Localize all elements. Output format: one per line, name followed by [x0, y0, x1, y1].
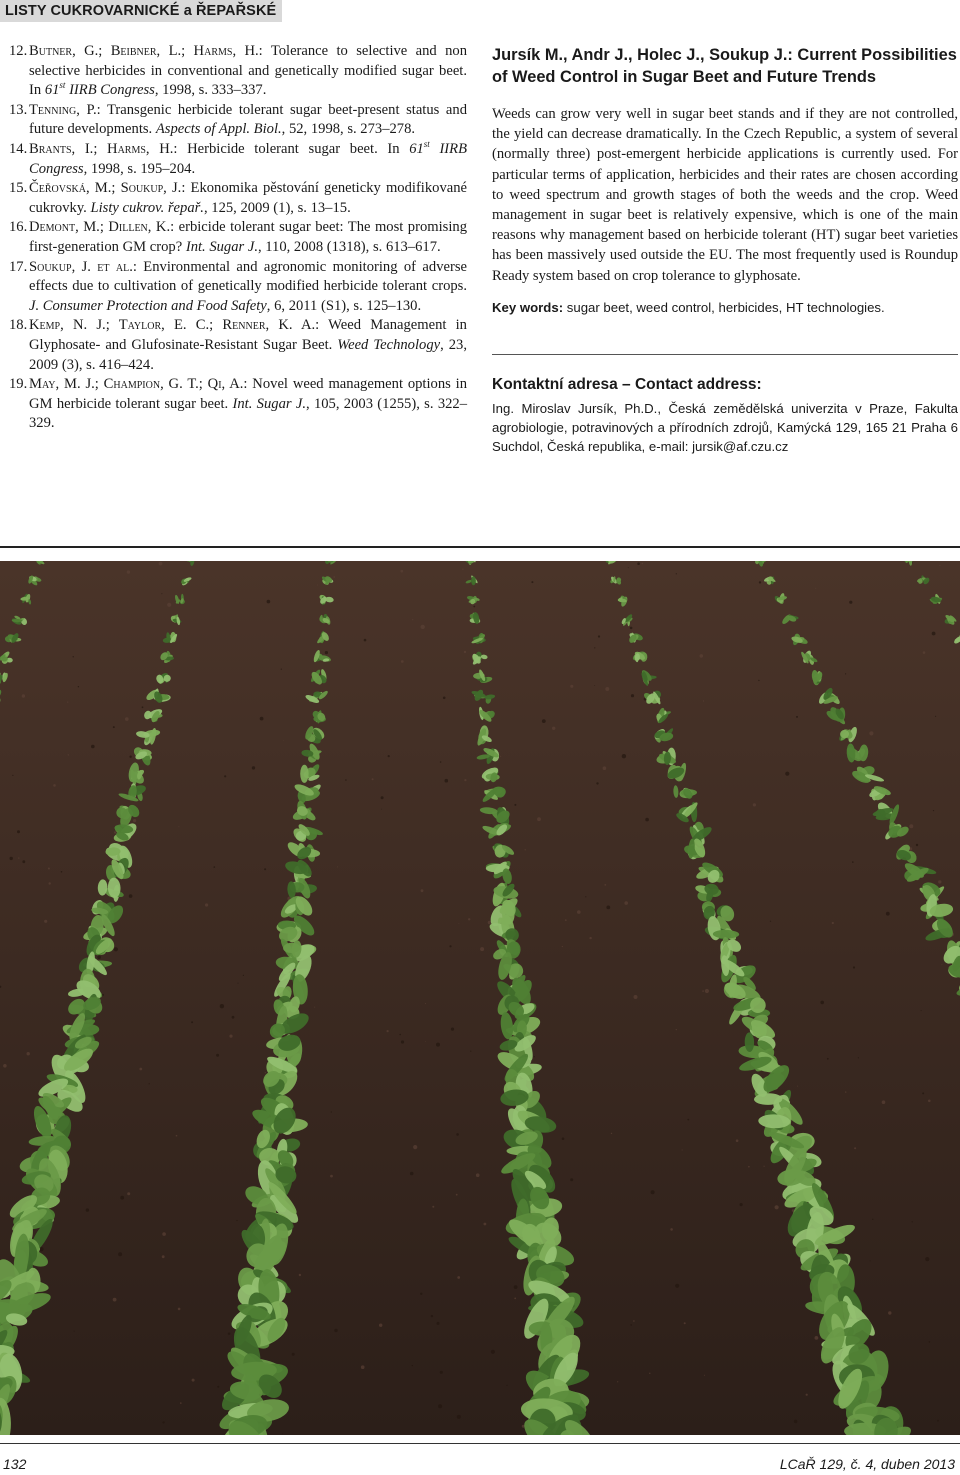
soil-speck: [459, 923, 460, 924]
soil-speck: [589, 937, 591, 939]
soil-speck: [882, 1100, 886, 1104]
contact-heading: Kontaktní adresa – Contact address:: [492, 375, 762, 393]
soil-speck: [845, 673, 846, 674]
soil-speck: [570, 685, 573, 688]
soil-speck: [12, 775, 13, 776]
soil-speck: [932, 632, 936, 636]
reference-text: : erbicide tolerant sugar beet: The most promising first-generation GM crop?: [29, 219, 467, 255]
soil-speck: [53, 784, 56, 787]
soil-speck: [282, 1433, 283, 1434]
soil-speck: [162, 1232, 166, 1236]
soil-speck: [500, 756, 501, 757]
soil-speck: [815, 588, 816, 589]
soil-speck: [938, 880, 941, 883]
soil-speck: [748, 1166, 750, 1168]
reference-text: : Tolerance to selective and non selective herbicides in conventional and genetically modified sugar beet. In: [29, 43, 467, 99]
soil-speck: [229, 1035, 232, 1038]
soil-speck: [167, 603, 171, 607]
reference-text: J. Consumer Protection and Food Safety: [29, 297, 267, 314]
soil-speck: [238, 983, 239, 984]
soil-speck: [22, 694, 25, 697]
soil-speck: [506, 1385, 507, 1386]
soil-speck: [421, 625, 425, 629]
soil-speck: [381, 809, 382, 810]
soil-speck: [127, 570, 130, 573]
soil-speck: [457, 1276, 460, 1279]
soil-speck: [180, 1402, 182, 1404]
soil-speck: [192, 1379, 195, 1382]
soil-speck: [562, 946, 563, 947]
soil-speck: [468, 918, 470, 920]
soil-speck: [596, 782, 598, 784]
soil-speck: [849, 601, 852, 604]
soil-speck: [525, 849, 526, 850]
soil-speck: [125, 717, 129, 721]
soil-speck: [753, 803, 756, 806]
sugar-beet-field-photo: [0, 561, 960, 1435]
reference-number: 13.: [9, 101, 28, 118]
reference-item: [9, 218, 467, 257]
soil-speck: [228, 1333, 230, 1335]
soil-speck: [703, 700, 704, 701]
footer-rule: [0, 1443, 960, 1444]
soil-speck: [334, 1329, 337, 1332]
soil-speck: [637, 562, 640, 565]
soil-speck: [425, 1003, 426, 1004]
soil-speck: [594, 647, 595, 648]
journal-header-bar: [0, 0, 282, 22]
reference-text: , 6, 2011 (S1), s. 125–130.: [266, 297, 422, 314]
soil-speck: [682, 1150, 683, 1151]
reference-text: Int. Sugar J.: [185, 238, 258, 255]
soil-speck: [142, 706, 144, 708]
reference-item: [9, 140, 467, 179]
soil-speck: [649, 1373, 650, 1374]
soil-speck: [605, 687, 609, 691]
soil-speck: [331, 1111, 332, 1112]
soil-speck: [928, 1100, 931, 1103]
soil-speck: [606, 906, 610, 910]
soil-speck: [243, 975, 244, 976]
soil-speck: [630, 1324, 632, 1326]
soil-speck: [598, 635, 600, 637]
soil-speck: [759, 581, 761, 583]
soil-speck: [330, 1175, 333, 1178]
soil-speck: [292, 1353, 295, 1356]
contact-address: Ing. Miroslav Jursík, Ph.D., Česká zemědělská univerzita v Praze, Fakulta agrobiologie, potravinových a přírodních zdrojů, Kamýcká 129, 165 21 Praha 6 Suchdol, Česká republika, e-mail: jursik@af.czu.cz: [492, 400, 958, 454]
reference-text: Aspects of Appl. Biol.: [155, 121, 282, 138]
soil-speck: [451, 1028, 454, 1031]
soil-speck: [139, 1068, 142, 1071]
soil-speck: [325, 651, 328, 654]
soil-speck: [705, 989, 709, 993]
soil-speck: [604, 884, 606, 886]
soil-speck: [611, 1133, 612, 1134]
soil-speck: [118, 1252, 122, 1256]
soil-speck: [785, 772, 789, 776]
reference-number: 15.: [9, 180, 28, 197]
soil-speck: [317, 585, 318, 586]
soil-speck: [858, 1057, 859, 1058]
reference-item: [9, 375, 467, 434]
soil-speck: [634, 995, 638, 999]
soil-speck: [473, 606, 475, 608]
soil-speck: [388, 755, 390, 757]
soil-speck: [421, 889, 424, 892]
soil-speck: [886, 912, 890, 916]
soil-speck: [852, 861, 854, 863]
soil-speck: [770, 921, 771, 922]
soil-speck: [484, 1223, 487, 1226]
soil-speck: [232, 1016, 235, 1019]
reference-number: 18.: [9, 317, 28, 334]
soil-speck: [585, 896, 586, 897]
soil-speck: [445, 779, 449, 783]
photo-top-rule: [0, 546, 960, 548]
soil-speck: [176, 1135, 178, 1137]
soil-speck: [937, 1420, 939, 1422]
soil-speck: [420, 1293, 422, 1295]
soil-speck: [68, 754, 69, 755]
soil-speck: [645, 818, 649, 822]
soil-speck: [438, 1404, 442, 1408]
soil-speck: [44, 920, 47, 923]
soil-speck: [264, 868, 266, 870]
soil-speck: [925, 1257, 929, 1261]
soil-speck: [129, 756, 131, 758]
soil-speck: [401, 660, 404, 663]
reference-text: , 52, 1998, s. 273–278.: [281, 121, 416, 138]
reference-text: Butner, G.; Beibner, L.; Harms, H.: [29, 43, 259, 59]
reference-text: May, M. J.; Champion, G. T.; Qi, A.: [29, 376, 244, 393]
soil-speck: [191, 1021, 193, 1023]
reference-text: Int. Sugar J.: [232, 395, 306, 412]
soil-speck: [909, 824, 913, 828]
soil-speck: [457, 1415, 461, 1419]
soil-speck: [265, 1072, 266, 1073]
reference-text: Weed Technology: [337, 336, 441, 353]
reference-text: : Novel weed management options in GM herbicide tolerant sugar beet.: [29, 376, 467, 412]
soil-speck: [562, 1137, 565, 1140]
soil-speck: [796, 716, 798, 718]
soil-speck: [113, 1298, 117, 1302]
reference-text: Soukup, J. et al.: [29, 258, 133, 275]
soil-speck: [622, 754, 626, 758]
soil-speck: [456, 1194, 458, 1196]
soil-speck: [129, 894, 133, 898]
soil-speck: [410, 1172, 414, 1176]
reference-text: , 1998, s. 195–204.: [83, 160, 196, 177]
soil-speck: [476, 1173, 480, 1177]
soil-speck: [91, 745, 95, 749]
soil-speck: [676, 573, 677, 574]
soil-speck: [61, 871, 63, 873]
soil-speck: [443, 697, 446, 700]
soil-speck: [922, 1092, 924, 1094]
soil-speck: [630, 627, 633, 630]
reference-text: Tenning, P.: [29, 101, 97, 118]
reference-number: 14.: [9, 140, 28, 157]
keywords: [492, 299, 958, 317]
soil-speck: [794, 1420, 798, 1424]
article-summary: [492, 44, 958, 456]
soil-speck: [853, 966, 855, 968]
soil-speck: [178, 1308, 181, 1311]
soil-speck: [531, 581, 533, 583]
reference-item: [9, 316, 467, 375]
reference-item: [9, 258, 467, 317]
reference-text: st: [59, 80, 66, 91]
soil-speck: [205, 903, 208, 906]
reference-item: [9, 101, 467, 140]
soil-speck: [432, 1206, 434, 1208]
soil-speck: [470, 1051, 471, 1052]
soil-speck: [577, 910, 581, 914]
soil-speck: [78, 686, 79, 687]
soil-speck: [159, 562, 163, 566]
soil-speck: [670, 1228, 673, 1231]
soil-speck: [260, 717, 264, 721]
reference-number: 17.: [9, 258, 28, 275]
soil-speck: [413, 1145, 417, 1149]
reference-text: st: [423, 139, 430, 150]
soil-speck: [161, 593, 162, 594]
keywords-text: sugar beet, weed control, herbicides, HT technologies.: [566, 299, 885, 315]
soil-speck: [283, 740, 284, 741]
soil-speck: [854, 1147, 856, 1149]
reference-text: : Environmental and agronomic monitoring of adverse effects due to cultivation of genetically modified herbicide tolerant crops.: [29, 258, 467, 295]
reference-number: 16.: [9, 219, 28, 236]
soil-speck: [872, 1219, 873, 1220]
soil-speck: [314, 1007, 315, 1008]
reference-text: IIRB Congress: [29, 140, 467, 177]
soil-speck: [400, 570, 403, 573]
soil-speck: [97, 956, 101, 960]
reference-text: : Herbicide tolerant sugar beet. In: [173, 140, 410, 157]
soil-speck: [379, 1324, 382, 1327]
reference-text: : Weed Management in Glyphosate- and Glufosinate-Resistant Sugar Beet.: [29, 317, 467, 353]
soil-speck: [758, 680, 759, 681]
soil-speck: [73, 656, 74, 657]
soil-speck: [162, 1421, 164, 1423]
soil-speck: [49, 882, 51, 884]
soil-speck: [281, 669, 282, 670]
soil-speck: [939, 565, 940, 566]
soil-speck: [704, 1375, 705, 1376]
soil-speck: [412, 1365, 413, 1366]
soil-speck: [149, 1083, 150, 1084]
soil-speck: [449, 945, 451, 947]
soil-speck: [651, 1190, 655, 1194]
soil-speck: [217, 1386, 219, 1388]
soil-speck: [214, 866, 216, 868]
soil-speck: [48, 868, 50, 870]
soil-speck: [642, 563, 644, 565]
soil-speck: [86, 1208, 89, 1211]
soil-speck: [74, 1331, 75, 1332]
soil-speck: [942, 964, 943, 965]
soil-speck: [797, 1086, 798, 1087]
soil-speck: [440, 761, 442, 763]
soil-speck: [514, 1285, 518, 1289]
soil-speck: [252, 766, 255, 769]
soil-speck: [923, 651, 926, 654]
soil-speck: [224, 775, 226, 777]
soil-speck: [542, 719, 546, 723]
journal-issue: LCaŘ 129, č. 4, duben 2013: [779, 1456, 955, 1472]
soil-speck: [10, 857, 13, 860]
soil-speck: [806, 1394, 808, 1396]
soil-speck: [870, 1260, 871, 1261]
reference-number: 12.: [9, 43, 28, 59]
soil-speck: [162, 1255, 165, 1258]
soil-speck: [127, 1192, 130, 1195]
soil-speck: [740, 1203, 743, 1206]
soil-speck: [345, 779, 347, 781]
soil-speck: [832, 922, 834, 924]
reference-text: : Transgenic herbicide tolerant sugar beet-present status and future developments.: [29, 101, 468, 138]
soil-speck: [684, 1322, 686, 1324]
soil-speck: [514, 1298, 516, 1300]
soil-speck: [401, 1040, 404, 1043]
soil-speck: [437, 1322, 440, 1325]
soil-speck: [617, 1381, 618, 1382]
soil-speck: [736, 1139, 739, 1142]
reference-text: Čeřovská, M.; Soukup, J.: [29, 180, 182, 197]
soil-speck: [628, 567, 629, 568]
reference-item: [9, 42, 467, 101]
reference-text: IIRB Congress: [65, 82, 155, 99]
soil-speck: [815, 1336, 819, 1340]
soil-speck: [412, 619, 413, 620]
keywords-label: Key words:: [492, 299, 564, 315]
soil-speck: [361, 1365, 365, 1369]
soil-speck: [916, 844, 918, 846]
beet-leaf: [300, 765, 308, 783]
soil-speck: [3, 1064, 7, 1068]
soil-speck: [820, 1001, 824, 1005]
soil-speck: [603, 766, 607, 770]
section-divider: [492, 354, 958, 355]
reference-text: Listy cukrov. řepař.: [90, 199, 204, 216]
article-title: Jursík M., Andr J., Holec J., Soukup J.: Current Possibilities of Weed Control in Sugar Beet and Future Trends: [492, 46, 957, 86]
soil-speck: [869, 731, 873, 735]
soil-speck: [67, 702, 68, 703]
soil-speck: [114, 831, 116, 833]
soil-speck: [333, 576, 335, 578]
reference-text: Demont, M.; Dillen, K.: [29, 219, 171, 236]
soil-speck: [399, 1034, 401, 1036]
soil-speck: [381, 796, 384, 799]
soil-speck: [18, 857, 19, 858]
soil-speck: [133, 819, 136, 822]
soil-speck: [552, 727, 555, 730]
reference-text: , 105, 2003 (1255), s. 322–329.: [29, 395, 468, 432]
soil-speck: [236, 1220, 237, 1221]
soil-speck: [220, 1004, 224, 1008]
soil-speck: [687, 1119, 689, 1121]
soil-speck: [216, 1054, 219, 1057]
soil-speck: [845, 1091, 846, 1092]
soil-speck: [514, 804, 516, 806]
soil-speck: [775, 1205, 779, 1209]
soil-speck: [425, 1041, 426, 1042]
soil-speck: [764, 1166, 765, 1167]
soil-speck: [700, 654, 704, 658]
soil-speck: [929, 1341, 931, 1343]
soil-speck: [464, 651, 466, 653]
soil-speck: [178, 826, 179, 827]
soil-speck: [537, 817, 541, 821]
journal-header-label: LISTY CUKROVARNICKÉ a ŘEPAŘSKÉ: [5, 3, 277, 19]
soil-speck: [888, 1311, 891, 1314]
page-number: 132: [3, 1456, 27, 1472]
soil-speck: [456, 1133, 459, 1136]
soil-speck: [594, 685, 595, 686]
field-illustration: [0, 561, 960, 1435]
soil-speck: [912, 1221, 913, 1222]
reference-text: , 125, 2009 (1), s. 13–15.: [203, 199, 351, 216]
soil-speck: [631, 694, 634, 697]
reference-text: , 110, 2008 (1318), s. 613–617.: [257, 238, 441, 255]
soil-speck: [935, 716, 936, 717]
soil-speck: [372, 778, 374, 780]
reference-text: , 1998, s. 333–337.: [154, 82, 267, 99]
soil-speck: [464, 779, 466, 781]
soil-speck: [364, 639, 367, 642]
reference-text: , 23, 2009 (3), s. 416–424.: [29, 336, 467, 373]
soil-speck: [491, 1350, 495, 1354]
soil-speck: [921, 1010, 922, 1011]
soil-speck: [267, 600, 271, 604]
soil-speck: [933, 810, 934, 811]
soil-speck: [633, 1320, 635, 1322]
soil-speck: [534, 1056, 535, 1057]
reference-text: Kemp, N. J.; Taylor, E. C.; Renner, K. A.: [29, 317, 316, 334]
reference-text: Brants, I.; Harms, H.: [29, 140, 174, 157]
soil-speck: [675, 1284, 679, 1288]
soil-speck: [431, 1315, 433, 1317]
soil-speck: [387, 1030, 389, 1032]
soil-speck: [570, 1178, 573, 1181]
reference-text: 61: [44, 82, 60, 99]
article-abstract: Weeds can grow very well in sugar beet stands and if they are not controlled, the yield can decrease dramatically. In the Czech Republic, a system of several (normally three) post-emergent herbicide applications is currently used. For particular terms of application, herbicides and their rates are chosen according to weed spectrum and growth stages of both the weeds and the crop. Weed management in sugar beet is relatively expensive, which is one of the main reasons why management based on herbicide tolerant (HT) sugar beet varieties has been massively used outside the EU. The most frequently used is Roundup Ready system based on crop tolerance to glyphosate.: [492, 106, 958, 284]
soil-speck: [114, 947, 118, 951]
soil-speck: [440, 1371, 443, 1374]
soil-speck: [436, 1043, 440, 1047]
reference-text: 61: [409, 140, 424, 157]
soil-speck: [676, 1029, 677, 1030]
soil-speck: [565, 919, 567, 921]
reference-number: 19.: [9, 376, 28, 393]
soil-speck: [113, 726, 115, 728]
soil-speck: [827, 1058, 829, 1060]
soil-speck: [22, 860, 25, 863]
soil-speck: [17, 830, 20, 833]
reference-text: : Ekonomika pěstování geneticky modifikované cukrovky.: [29, 180, 467, 216]
soil-speck: [120, 1196, 124, 1200]
soil-speck: [480, 947, 484, 951]
soil-speck: [462, 569, 463, 570]
soil-speck: [27, 1052, 30, 1055]
soil-speck: [702, 990, 704, 992]
soil-speck: [624, 901, 628, 905]
soil-speck: [337, 866, 338, 867]
reference-list: [9, 42, 467, 434]
soil-speck: [299, 1274, 301, 1276]
reference-item: [9, 179, 467, 218]
